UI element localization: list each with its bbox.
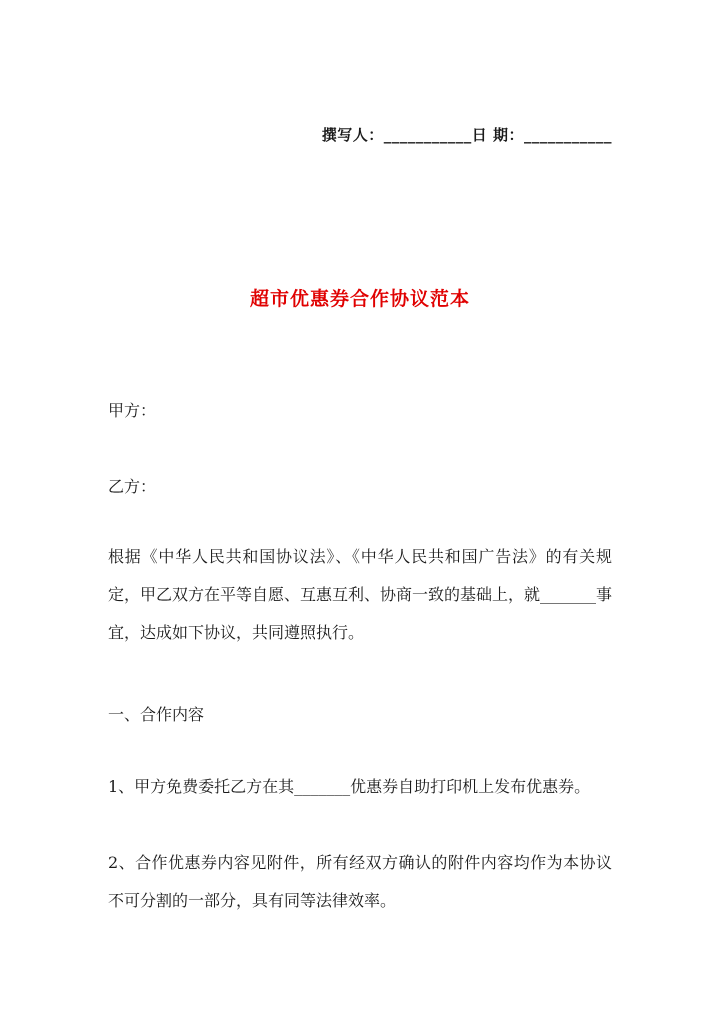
- party-a-label: 甲方：: [108, 401, 157, 420]
- clause-2: 2、合作优惠券内容见附件，所有经双方确认的附件内容均作为本协议不可分割的一部分，具有同等法律效率。: [108, 853, 612, 910]
- clause-1: 1、甲方免费委托乙方在其_______优惠券自助打印机上发布优惠券。: [108, 777, 591, 796]
- party-b-label: 乙方：: [108, 477, 157, 496]
- intro-paragraph: 根据《中华人民共和国协议法》、《中华人民共和国广告法》的有关规定，甲乙双方在平等自愿、互惠互利、协商一致的基础上，就_______事宜，达成如下协议，共同遵照执行。: [108, 547, 613, 642]
- author-date-line: 撰写人：___________日 期：___________: [321, 126, 612, 144]
- section-heading: 一、合作内容: [108, 705, 205, 724]
- document-title: 超市优惠券合作协议范本: [249, 288, 470, 310]
